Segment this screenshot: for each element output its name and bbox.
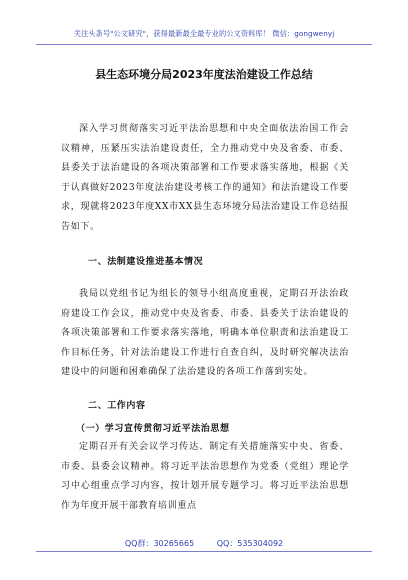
intro-paragraph: 深入学习贯彻落实习近平法治思想和中央全面依法治国工作会议精神，压紧压实法治建设责任，全力推动党中央及省委、市委、县委关于法治建设的各项决策部署和工作要求落实落地，根据《关于认真做好2023年度法治建设考核工作的通知》和法治建设工作要求，现就将2023年度XX市XX县生态环境分局法治建设工作总结报告如下。 xyxy=(61,124,349,232)
footer-qq-number: QQ：535304092 xyxy=(216,539,284,548)
section2-heading: 二、工作内容 xyxy=(88,401,146,411)
footer-contact xyxy=(0,538,408,549)
subsection1-paragraph: 定期召开有关会议学习传达、制定有关措施落实中央、省委、市委、县委会议精神。将习近平法治思想作为党委（党组）理论学习中心组重点学习内容，按计划开展专题学习。将习近平法治思想作为年度开展干部教育培训重点 xyxy=(61,442,349,511)
section1-paragraph: 我局以党组书记为组长的领导小组高度重视，定期召开法治政府建设工作会议，推动党中央及省委、市委、县委关于法治建设的各项决策部署和工作要求落实落地，明确本单位职责和法治建设工作目标任务，针对法治建设工作进行自查自纠，及时研究解决法治建设中的问题和困难确保了法治建设的各项工作落到实处。 xyxy=(61,289,349,378)
header-promo-note: 关注头条号"公文研究"，获得最新最全最专业的公文资料库！ 微信：gongwenyj xyxy=(73,29,335,38)
section1-heading: 一、法制建设推进基本情况 xyxy=(88,257,204,267)
subsection1-heading: （一）学习宣传贯彻习近平法治思想 xyxy=(76,424,230,434)
footer-qq-group: QQ群：30265665 xyxy=(124,539,195,548)
header-divider xyxy=(36,44,372,45)
footer-divider xyxy=(36,551,372,552)
document-title: 县生态环境分局2023年度法治建设工作总结 xyxy=(95,68,313,81)
